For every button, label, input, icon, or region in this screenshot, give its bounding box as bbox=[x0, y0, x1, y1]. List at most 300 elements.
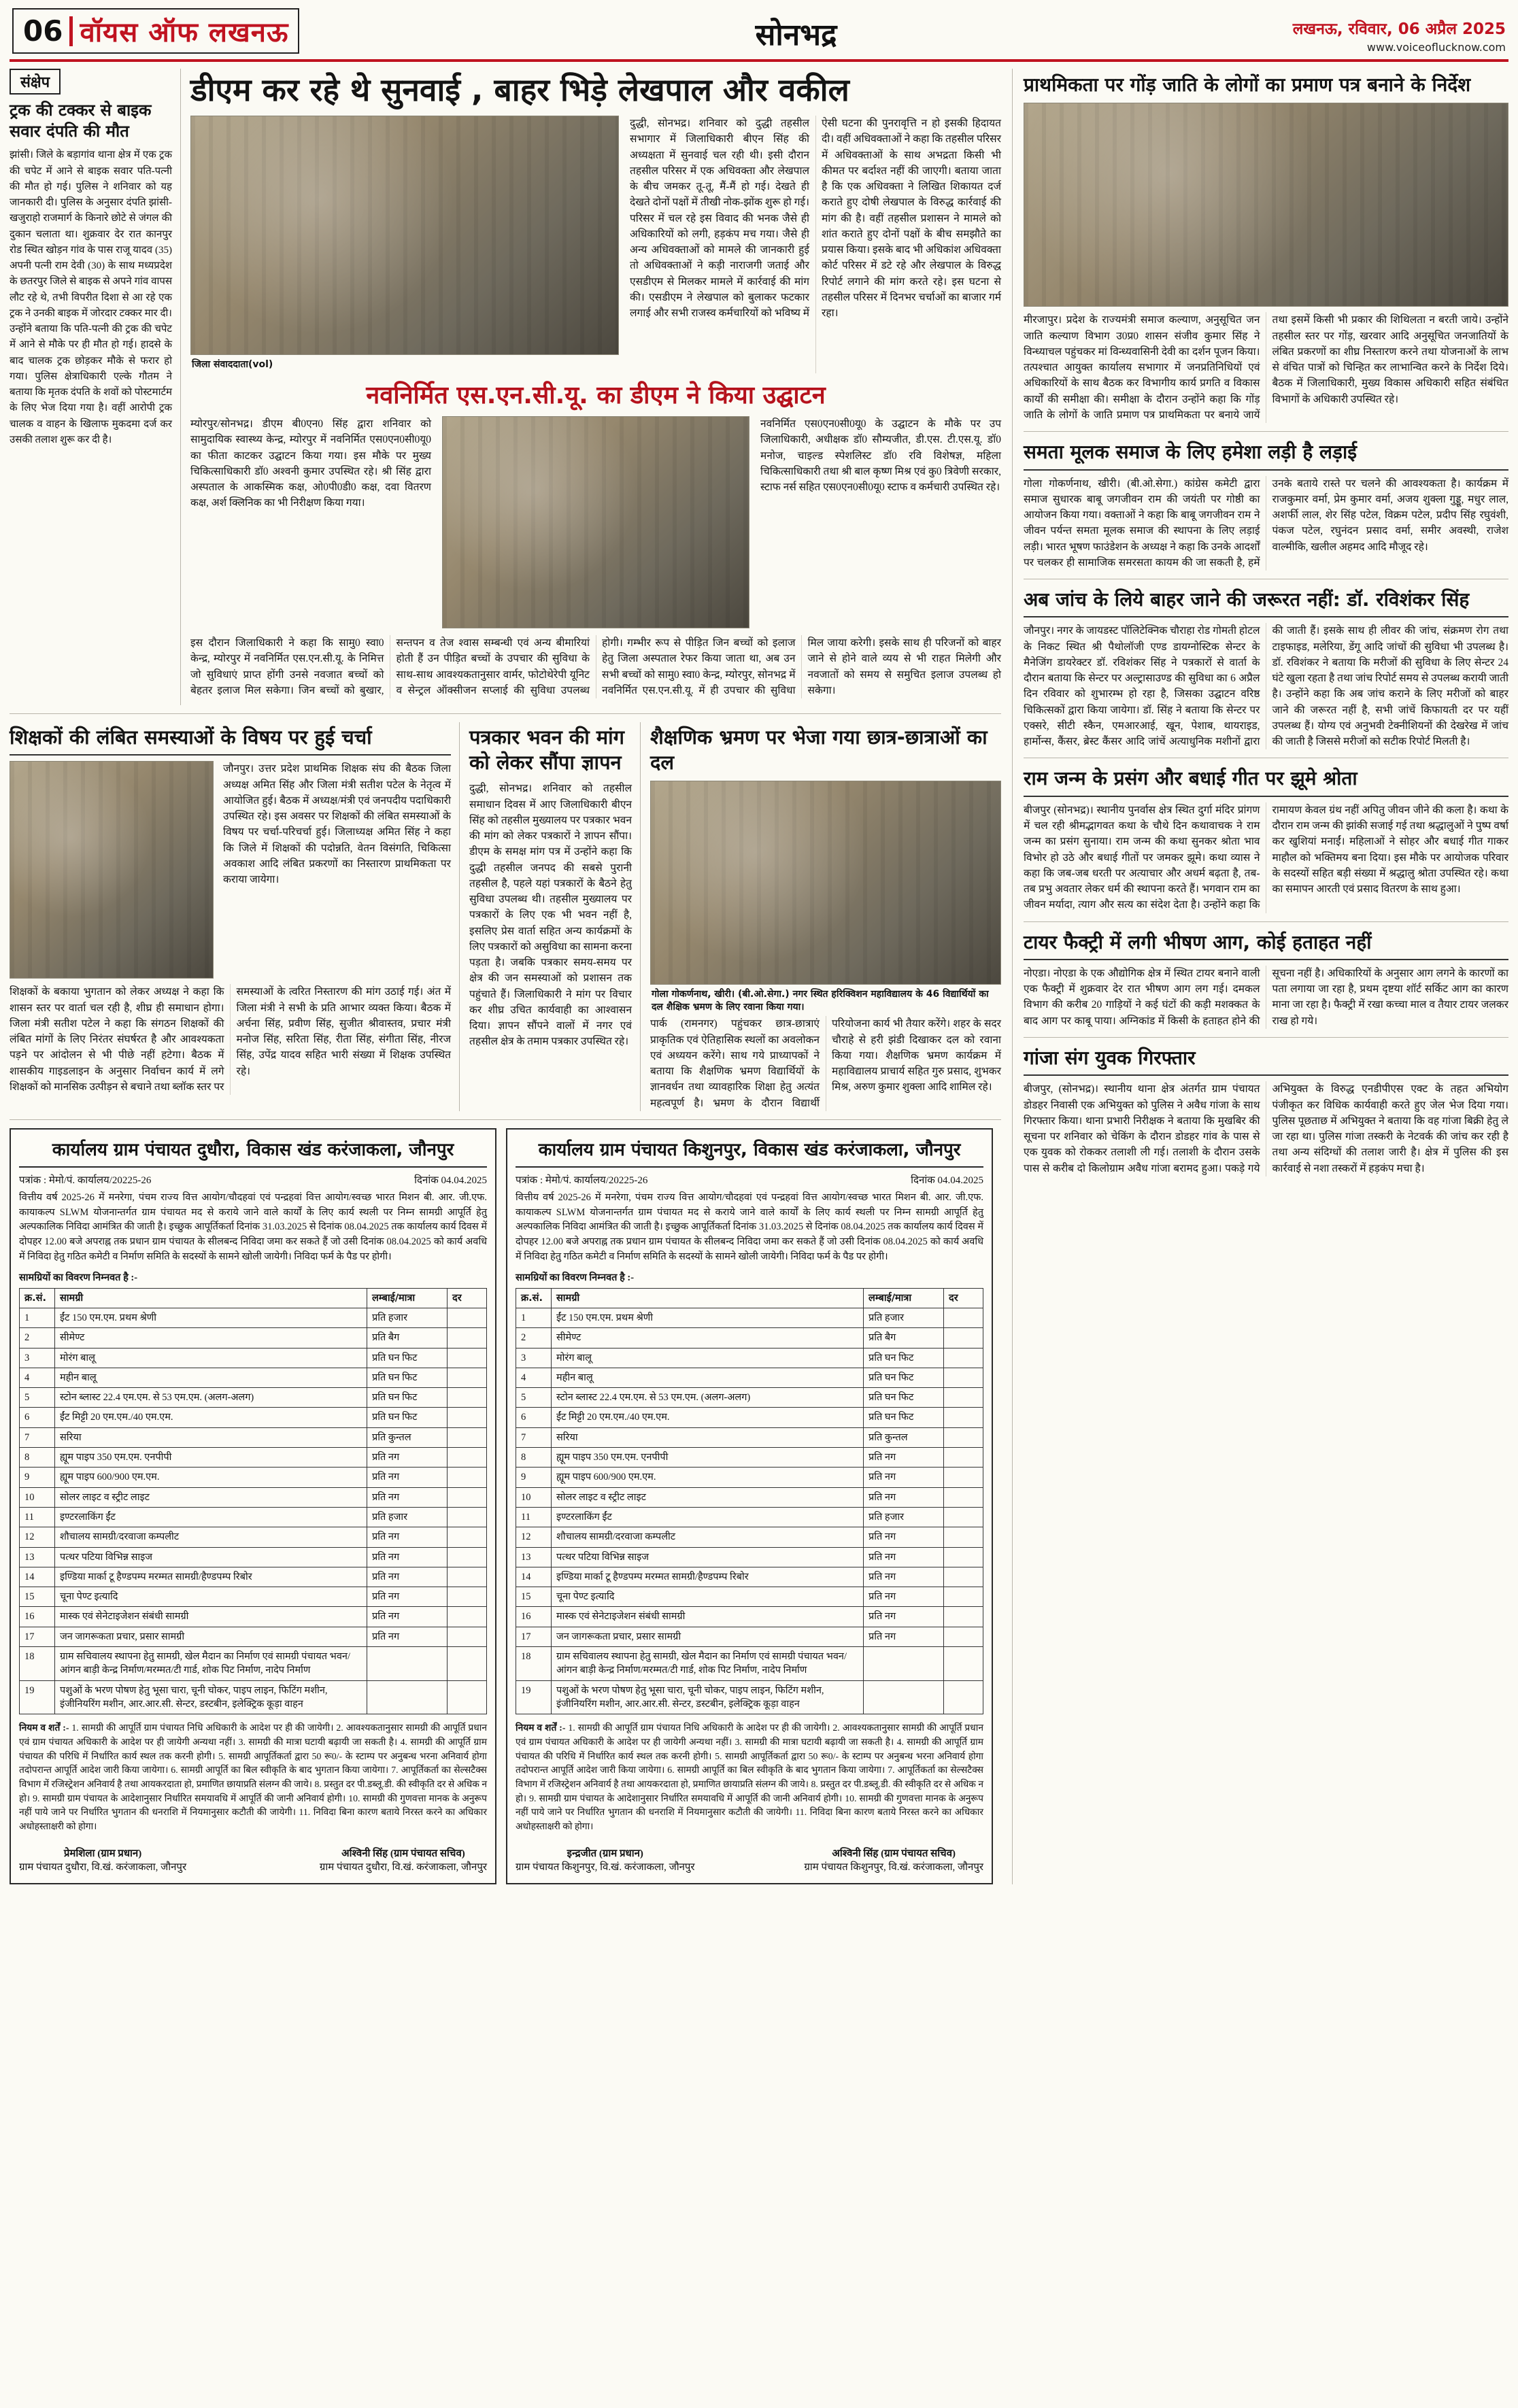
table-row bbox=[20, 1527, 487, 1547]
cell-sn: 17 bbox=[516, 1627, 552, 1646]
cell-rate bbox=[448, 1647, 487, 1681]
cell-qty: प्रति कुन्तल bbox=[367, 1427, 448, 1447]
teachers-layout bbox=[10, 761, 451, 979]
cell-material: महीन बालू bbox=[55, 1368, 367, 1387]
table-row bbox=[516, 1607, 983, 1627]
cell-sn: 10 bbox=[516, 1487, 552, 1507]
notice2-col-qty: लम्बाई/मात्रा bbox=[864, 1288, 944, 1308]
cell-material: महीन बालू bbox=[552, 1368, 864, 1387]
cell-material: सीमेण्ट bbox=[552, 1328, 864, 1348]
notice1-sig-right bbox=[320, 1846, 487, 1873]
cell-material: पशुओं के भरण पोषण हेतु भूसा चारा, चूनी चोकर, पाइप लाइन, फिटिंग मशीन, इंजीनियरिंग मशीन, आर.आर.सी. सेन्टर, डस्टबीन, इलेक्ट्रिक कूड़ा वाहन bbox=[55, 1680, 367, 1714]
cell-qty: प्रति नग bbox=[367, 1468, 448, 1487]
lead-layout bbox=[190, 116, 1001, 373]
cell-material: ग्राम सचिवालय स्थापना हेतु सामग्री, खेल मैदान का निर्माण एवं सामग्री पंचायत भवन/आंगन बाड़ी केन्द्र निर्माण/मरम्मत/टी गार्ड, शोक पिट निर्माण, नादेप निर्माण bbox=[55, 1647, 367, 1681]
table-row bbox=[20, 1468, 487, 1487]
notice2-signatures bbox=[516, 1846, 983, 1873]
trip-photo-caption: गोला गोकर्णनाथ, खीरी। (बी.ओ.सेगा.) नगर स्थित हरिक्विशन महाविद्यालय के 46 विद्यार्थियों का दल शैक्षिक भ्रमण के लिए रवाना किया गया। bbox=[652, 989, 989, 1013]
cell-sn: 17 bbox=[20, 1627, 55, 1646]
notice1-intro: वित्तीय वर्ष 2025-26 में मनरेगा, पंचम राज्य वित्त आयोग/चौदहवां एवं पन्द्रहवां वित्त आयोग/स्वच्छ भारत मिशन बी. आर. जी.एफ. कायाकल्प SLWM योजनान्तर्गत ग्राम पंचायत मद से कराये जाने वाले कार्यों के लिए कार्य स्थली पर निम्न सामग्री आपूर्ति हेतु अल्पकालिक निविदा आमंत्रित की जाती है। इच्छुक आपूर्तिकर्ता दिनांक 31.03.2025 से दिनांक 08.04.2025 तक कार्यालय कार्य दिवस में दोपहर 12.00 बजे अपराह्न तक प्रधान ग्राम पंचायत के सीलबन्द निविदा जमा कर सकते हैं जो उसी दिनांक 08.04.2025 को कार्य अवधि में निविदा हेतु गठित कमेटी व निर्माण समिति के सदस्यों के सामने खोली जायेगी। निविदा फर्म के पैड पर होगी। bbox=[19, 1191, 487, 1262]
notice2-pradhan-name: इन्द्रजीत (ग्राम प्रधान) bbox=[567, 1848, 643, 1859]
cell-material: जन जागरूकता प्रचार, प्रसार सामग्री bbox=[552, 1627, 864, 1646]
article-ganja bbox=[1024, 1046, 1508, 1185]
cell-rate bbox=[944, 1448, 983, 1468]
cell-sn: 2 bbox=[516, 1328, 552, 1348]
sncu-body-left: म्योरपुर/सोनभद्र। डीएम बी0एन0 सिंह द्वारा शनिवार को सामुदायिक स्वास्थ्य केन्द्र, म्योरपुर में नवनिर्मित एस0एन0सी0यू0 का फीता काटकर उद्घाटन किया गया। इस मौके पर मुख्य चिकित्साधिकारी डॉ0 अश्वनी कुमार उपस्थित रहे। श्री सिंह द्वारा अस्पताल के आकस्मिक कक्ष, ओ0पी0डी0 कक्ष, दवा वितरण कक्ष, अर्श क्लिनिक का भी निरीक्षण किया गया। bbox=[190, 418, 431, 509]
cell-sn: 12 bbox=[20, 1527, 55, 1547]
table-row bbox=[20, 1348, 487, 1368]
trip-figure bbox=[650, 781, 1001, 1016]
notice2-ref-line bbox=[516, 1173, 983, 1187]
cell-material: ईंट 150 एम.एम. प्रथम श्रेणी bbox=[552, 1308, 864, 1327]
notice1-col-material: सामग्री bbox=[55, 1288, 367, 1308]
page-body bbox=[10, 62, 1508, 1884]
students-group-photo bbox=[650, 781, 1001, 985]
cell-rate bbox=[448, 1388, 487, 1408]
tender-notice-dudhaura bbox=[10, 1128, 496, 1884]
right-rail bbox=[1012, 69, 1508, 1884]
cell-material: इण्टरलाकिंग ईंट bbox=[552, 1507, 864, 1527]
website-url: www.voiceoflucknow.com bbox=[1366, 41, 1506, 54]
sncu-layout bbox=[190, 416, 1001, 628]
cell-rate bbox=[448, 1308, 487, 1327]
notice2-date: दिनांक 04.04.2025 bbox=[911, 1174, 983, 1186]
cell-qty: प्रति नग bbox=[367, 1627, 448, 1646]
notice1-office-title: कार्यालय ग्राम पंचायत दुधौरा, विकास खंड करंजाकला, जौनपुर bbox=[19, 1136, 487, 1168]
cell-qty: प्रति नग bbox=[864, 1607, 944, 1627]
cell-sn: 7 bbox=[516, 1427, 552, 1447]
table-row bbox=[516, 1680, 983, 1714]
table-row bbox=[20, 1408, 487, 1427]
cell-material: सरिया bbox=[552, 1427, 864, 1447]
cell-material: पशुओं के भरण पोषण हेतु भूसा चारा, चूनी चोकर, पाइप लाइन, फिटिंग मशीन, इंजीनियरिंग मशीन, आर.आर.सी. सेन्टर, डस्टबीन, इलेक्ट्रिक कूड़ा वाहन bbox=[552, 1680, 864, 1714]
gond-body: मीरजापुर। प्रदेश के राज्यमंत्री समाज कल्याण, अनुसूचित जन जाति कल्याण विभाग उ0प्र0 शासन संजीव कुमार सिंह ने विन्ध्याचल पहुंचकर मां विन्ध्यवासिनी देवी का दर्शन पूजन किया। तत्पश्चात आयुक्त कार्यालय सभागार में जनप्रतिनिधियों एवं अधिकारियों के साथ बैठक कर विभागीय कार्य प्रगति व विकास कार्यों की समीक्षा की। समीक्षा के दौरान उन्होंने कहा कि गोंड़ जाति के लोगों के जाति प्रमाण पत्र प्राथमिकता पर बनाये जायें तथा इसमें किसी भी प्रकार की शिथिलता न बरती जाये। उन्होंने तहसील स्तर पर गोंड़, खरवार आदि अनुसूचित जनजातियों के लंबित प्रकरणों का शीघ्र निस्तारण करने तथा योजनाओं के लाभ से वंचित पात्रों को चिन्हित कर लाभान्वित करने के निर्देश दिये। बैठक में जिलाधिकारी, मुख्य विकास अधिकारी सहित संबंधित विभागों के अधिकारी उपस्थित रहे। bbox=[1024, 314, 1508, 421]
notice2-pradhan-org: ग्राम पंचायत किशुनपुर, वि.खं. करंजाकला, जौनपुर bbox=[516, 1861, 695, 1873]
table-row bbox=[516, 1448, 983, 1468]
cell-qty: प्रति नग bbox=[367, 1487, 448, 1507]
cell-qty: प्रति नग bbox=[864, 1547, 944, 1567]
cell-qty: प्रति कुन्तल bbox=[864, 1427, 944, 1447]
cell-material: शौचालय सामग्री/दरवाजा कम्पलीट bbox=[552, 1527, 864, 1547]
table-row bbox=[516, 1408, 983, 1427]
cell-rate bbox=[448, 1547, 487, 1567]
notice1-signatures bbox=[19, 1846, 487, 1873]
masthead-left bbox=[12, 8, 299, 54]
cell-sn: 9 bbox=[516, 1468, 552, 1487]
cell-material: ईंट मिट्टी 20 एम.एम./40 एम.एम. bbox=[552, 1408, 864, 1427]
cell-rate bbox=[944, 1607, 983, 1627]
samta-headline: समता मूलक समाज के लिए हमेशा लड़ी है लड़ाई bbox=[1024, 440, 1508, 470]
notice1-date: दिनांक 04.04.2025 bbox=[414, 1174, 487, 1186]
jaanch-headline: अब जांच के लिये बाहर जाने की जरूरत नहीं: डॉ. रविशंकर सिंह bbox=[1024, 588, 1508, 617]
notice2-lead-in: सामग्रियों का विवरण निम्नवत है :- bbox=[516, 1272, 635, 1283]
notice1-materials-table bbox=[19, 1288, 487, 1715]
cell-rate bbox=[944, 1647, 983, 1681]
table-row bbox=[20, 1388, 487, 1408]
masthead bbox=[10, 7, 1508, 62]
cell-sn: 8 bbox=[20, 1448, 55, 1468]
notice2-sachiv-org: ग्राम पंचायत किशुनपुर, वि.खं. करंजाकला, जौनपुर bbox=[804, 1861, 983, 1873]
table-row bbox=[516, 1308, 983, 1327]
cell-sn: 4 bbox=[20, 1368, 55, 1387]
notice1-pradhan-org: ग्राम पंचायत दुधौरा, वि.खं. करंजाकला, जौनपुर bbox=[19, 1861, 187, 1873]
cell-qty: प्रति नग bbox=[864, 1448, 944, 1468]
notice1-pradhan-name: प्रेमशिला (ग्राम प्रधान) bbox=[63, 1848, 142, 1859]
table-row bbox=[20, 1567, 487, 1587]
notice1-lead-in: सामग्रियों का विवरण निम्नवत है :- bbox=[19, 1272, 138, 1283]
article-tyre bbox=[1024, 930, 1508, 1038]
article-ramjanm bbox=[1024, 766, 1508, 921]
cell-qty: प्रति घन फिट bbox=[367, 1348, 448, 1368]
cell-qty: प्रति नग bbox=[864, 1627, 944, 1646]
cell-sn: 10 bbox=[20, 1487, 55, 1507]
cell-material: ह्यूम पाइप 350 एम.एम. एनपीपी bbox=[552, 1448, 864, 1468]
table-row bbox=[20, 1448, 487, 1468]
notice2-terms-text: 1. सामग्री की आपूर्ति ग्राम पंचायत निधि अधिकारी के आदेश पर ही की जायेगी। 2. आवश्यकतानुसार सामग्री की आपूर्ति प्रधान एवं ग्राम पंचायत अधिकारी के आदेश पर ही जायेगी अन्यथा नहीं। 3. सामग्री की मात्रा घटायी बढ़ायी जा सकती है। 4. सामग्री की आपूर्ति ग्राम पंचायत की परिधि में निर्धारित कार्य स्थल तक करनी होगी। 5. सामग्री आपूर्तिकर्ता द्वारा 50 रू0/- के स्टाम्प पर अनुबन्ध भरना अनिवार्य होगा तदोपरान्त आपूर्ति आदेश जारी किया जायेगा। 6. सामग्री आपूर्ति का बिल स्वीकृति के बाद भुगतान किया जायेगा। 7. आपूर्तिकर्ता का सेल्सटैक्स विभाग में रजिस्ट्रेशन अनिवार्य है तथा आयकरदाता हो, प्रमाणित छायाप्रति संलग्न की जाये। 8. प्रस्तुत दर पी.डब्लू.डी. की स्वीकृति दर से अधिक न हो। 9. सामग्री ग्राम पंचायत के आदेशानुसार निर्धारित समयावधि में आपूर्ति की जानी अनिवार्य होगी। 10. सामग्री की गुणवत्ता मानक के अनुरूप नहीं पाये जाने पर निर्धारित भुगतान की धनराशि में नियमानुसार कटौती की जायेगी। 11. निविदा बिना कारण बताये निरस्त करने का अधिकार अधोहस्ताक्षरी को होगा। bbox=[516, 1723, 983, 1831]
cell-qty: प्रति नग bbox=[367, 1607, 448, 1627]
cell-material: सरिया bbox=[55, 1427, 367, 1447]
sncu-body-right: नवनिर्मित एस0एन0सी0यू0 के उद्घाटन के मौके पर उप जिलाधिकारी, अधीक्षक डॉ0 सौम्यजीत, डी.एस. टी.एस.यू. डॉ0 मनोज, चाइल्ड स्पेशलिस्ट डॉ0 रवि विशेषज्ञ, महिला चिकित्साधिकारी तथा श्री बाल कृष्ण मिश्र एवं कु0 त्रिवेणी सरकार, स्टाफ नर्स सहित एस0एन0सी0यू0 स्टाफ व कर्मचारी उपस्थित रहे। bbox=[760, 418, 1001, 494]
cell-rate bbox=[944, 1348, 983, 1368]
cell-material: स्टोन ब्लास्ट 22.4 एम.एम. से 53 एम.एम. (अलग-अलग) bbox=[55, 1388, 367, 1408]
cell-rate bbox=[944, 1388, 983, 1408]
cell-sn: 3 bbox=[20, 1348, 55, 1368]
trip-body: पार्क (रामनगर) पहुंचकर छात्र-छात्राएं प्राकृतिक एवं ऐतिहासिक स्थलों का अवलोकन एवं अध्ययन करेंगे। साथ गये प्राध्यापकों ने बताया कि शैक्षणिक भ्रमण विद्यार्थियों के ज्ञानवर्धन तथा व्यावहारिक शिक्षा हेतु अत्यंत महत्वपूर्ण है। भ्रमण के दौरान विद्यार्थी परियोजना कार्य भी तैयार करेंगे। शहर के सदर चौराहे से हरी झंडी दिखाकर दल को रवाना किया गया। शैक्षणिक भ्रमण कार्यक्रम में महाविद्यालय प्राचार्य सहित गुरु प्रसाद, शुभकर मिश्र, अरुण कुमार शुक्ला आदि शामिल रहे। bbox=[650, 1018, 1001, 1109]
sncu-figure bbox=[442, 416, 749, 628]
cell-qty bbox=[864, 1647, 944, 1681]
cell-material: स्टोन ब्लास्ट 22.4 एम.एम. से 53 एम.एम. (अलग-अलग) bbox=[552, 1388, 864, 1408]
table-row bbox=[20, 1587, 487, 1607]
cell-qty: प्रति घन फिट bbox=[864, 1368, 944, 1387]
notice1-terms-text: 1. सामग्री की आपूर्ति ग्राम पंचायत निधि अधिकारी के आदेश पर ही की जायेगी। 2. आवश्यकतानुसार सामग्री की आपूर्ति प्रधान एवं ग्राम पंचायत अधिकारी के आदेश पर ही जायेगी अन्यथा नहीं। 3. सामग्री की मात्रा घटायी बढ़ायी जा सकती है। 4. सामग्री की आपूर्ति ग्राम पंचायत की परिधि में निर्धारित कार्य स्थल तक करनी होगी। 5. सामग्री आपूर्तिकर्ता द्वारा 50 रू0/- के स्टाम्प पर अनुबन्ध भरना अनिवार्य होगा तदोपरान्त आपूर्ति आदेश जारी किया जायेगा। 6. सामग्री आपूर्ति का बिल स्वीकृति के बाद भुगतान किया जायेगा। 7. आपूर्तिकर्ता का सेल्सटैक्स विभाग में रजिस्ट्रेशन अनिवार्य है तथा आयकरदाता हो, प्रमाणित छायाप्रति संलग्न की जाये। 8. प्रस्तुत दर पी.डब्लू.डी. की स्वीकृति दर से अधिक न हो। 9. सामग्री ग्राम पंचायत के आदेशानुसार निर्धारित समयावधि में आपूर्ति की जानी अनिवार्य होगी। 10. सामग्री की गुणवत्ता मानक के अनुरूप नहीं पाये जाने पर निर्धारित भुगतान की धनराशि में नियमानुसार कटौती की जायेगी। 11. निविदा बिना कारण बताये निरस्त करने का अधिकार अधोहस्ताक्षरी को होगा। bbox=[19, 1723, 487, 1831]
cell-sn: 6 bbox=[516, 1408, 552, 1427]
cell-rate bbox=[944, 1308, 983, 1327]
cell-material: ह्यूम पाइप 600/900 एम.एम. bbox=[552, 1468, 864, 1487]
cell-qty bbox=[864, 1680, 944, 1714]
cell-sn: 4 bbox=[516, 1368, 552, 1387]
cell-sn: 6 bbox=[20, 1408, 55, 1427]
cell-qty: प्रति हजार bbox=[367, 1507, 448, 1527]
cell-material: चूना पेण्ट इत्यादि bbox=[55, 1587, 367, 1607]
notice2-col-rate: दर bbox=[944, 1288, 983, 1308]
table-row bbox=[516, 1328, 983, 1348]
table-row bbox=[516, 1587, 983, 1607]
cell-rate bbox=[944, 1468, 983, 1487]
cell-material: शौचालय सामग्री/दरवाजा कम्पलीट bbox=[55, 1527, 367, 1547]
trip-headline: शैक्षणिक भ्रमण पर भेजा गया छात्र-छात्राओं का दल bbox=[650, 726, 988, 775]
lead-photo-caption: जिला संवाददाता(vol) bbox=[192, 359, 273, 371]
cell-sn: 5 bbox=[516, 1388, 552, 1408]
cell-rate bbox=[944, 1328, 983, 1348]
notice2-sig-right bbox=[804, 1846, 983, 1873]
cell-qty: प्रति घन फिट bbox=[367, 1408, 448, 1427]
notice2-col-material: सामग्री bbox=[552, 1288, 864, 1308]
cell-qty: प्रति बैग bbox=[864, 1328, 944, 1348]
sncu-body-bottom: इस दौरान जिलाधिकारी ने कहा कि सामु0 स्वा0 केन्द्र, म्योरपुर में नवनिर्मित एस.एन.सी.यू. के निमित्त जो सुविधाएं प्राप्त होंगी उनसे नवजात बच्चों को बेहतर इलाज मिल सकेगा। जिन बच्चों को बुखार, सन्तपन व तेज श्वास सम्बन्धी एवं अन्य बीमारियां होती हैं उन पीड़ित बच्चों के उपचार की सुविधा के साथ-साथ आवश्यकतानुसार वार्मर, फोटोथेरेपी यूनिट व सेन्ट्रल ऑक्सीजन सप्लाई की सुविधा उपलब्ध होगी। गम्भीर रूप से पीड़ित जिन बच्चों को इलाज हेतु जिला अस्पताल रेफर किया जाता था, अब उन सभी बच्चों को सामु0 स्वा0 केन्द्र, म्योरपुर, सोनभद्र में नवनिर्मित एस.एन.सी.यू. में ही उपचार की सुविधा मिल जाया करेगी। इसके साथ ही परिजनों को बाहर जाने से होने वाले व्यय से भी राहत मिलेगी और नवजातों को समय से समुचित इलाज उपलब्ध हो सकेगा। bbox=[190, 637, 1001, 696]
cell-sn: 19 bbox=[516, 1680, 552, 1714]
table-row bbox=[516, 1487, 983, 1507]
teachers-body-side: जौनपुर। उत्तर प्रदेश प्राथमिक शिक्षक संघ की बैठक जिला अध्यक्ष अमित सिंह और जिला मंत्री सतीश पटेल के नेतृत्व में आयोजित हुई। बैठक में अध्यक्ष/मंत्री एवं जनपदीय पदाधिकारी उपस्थित रहे। इस अवसर पर शिक्षकों की लंबित समस्याओं के विषय पर चर्चा-परिचर्चा हुई। जिलाध्यक्ष अमित सिंह ने कहा कि जिले में शिक्षकों की पदोन्नति, वेतन विसंगति, चिकित्सा अवकाश आदि लंबित प्रकरणों का निस्तारण प्राथमिकता पर कराया जायेगा। bbox=[223, 763, 451, 886]
cell-rate bbox=[944, 1368, 983, 1387]
cell-qty: प्रति घन फिट bbox=[864, 1388, 944, 1408]
notice2-col-sn: क्र.सं. bbox=[516, 1288, 552, 1308]
cell-material: मोरंग बालू bbox=[55, 1348, 367, 1368]
gond-figure bbox=[1024, 103, 1508, 307]
cell-material: ह्यूम पाइप 600/900 एम.एम. bbox=[55, 1468, 367, 1487]
article-trip bbox=[650, 722, 1001, 1111]
gond-headline: प्राथमिकता पर गोंड़ जाति के लोगों का प्रमाण पत्र बनाने के निर्देश bbox=[1024, 73, 1471, 96]
cell-qty: प्रति घन फिट bbox=[367, 1368, 448, 1387]
cell-rate bbox=[448, 1567, 487, 1587]
cell-qty bbox=[367, 1647, 448, 1681]
cell-rate bbox=[448, 1587, 487, 1607]
table-row bbox=[20, 1427, 487, 1447]
cell-qty: प्रति नग bbox=[367, 1527, 448, 1547]
article-samta bbox=[1024, 440, 1508, 579]
brief-column bbox=[10, 69, 181, 705]
sncu-headline: नवनिर्मित एस.एन.सी.यू. का डीएम ने किया उद्घाटन bbox=[366, 381, 826, 410]
main-column bbox=[10, 69, 1001, 1884]
cell-material: ईंट 150 एम.एम. प्रथम श्रेणी bbox=[55, 1308, 367, 1327]
ganja-body: बीजपुर, (सोनभद्र)। स्थानीय थाना क्षेत्र अंतर्गत ग्राम पंचायत डोडहर निवासी एक अभियुक्त को पुलिस ने अवैध गांजा के साथ गिरफ्तार किया। थाना प्रभारी निरीक्षक ने बताया कि मुखबिर की सूचना पर शनिवार को चेकिंग के दौरान डोडहर गांव के पास से एक युवक को रोककर तलाशी ली गई। तलाशी के दौरान उसके पास से करीब दो किलोग्राम अवैध गांजा बरामद हुआ। पकड़े गये अभियुक्त के विरुद्ध एनडीपीएस एक्ट के तहत अभियोग पंजीकृत कर विधिक कार्यवाही करते हुए जेल भेज दिया गया। पुलिस पूछताछ में अभियुक्त ने बताया कि वह गांजा बिक्री हेतु ले जा रहा था। पुलिस गांजा तस्करी के नेटवर्क की जांच कर रही है तथा अन्य संदिग्धों की तलाश जारी है। क्षेत्र में पुलिस की इस कार्रवाई से नशा तस्करों में हड़कंप मचा है। bbox=[1024, 1083, 1508, 1174]
cell-sn: 1 bbox=[20, 1308, 55, 1327]
notice2-sig-left bbox=[516, 1846, 695, 1873]
lead-figure bbox=[190, 116, 619, 373]
page-number: 06 bbox=[23, 14, 63, 48]
brief-headline: ट्रक की टक्कर से बाइक सवार दंपति की मौत bbox=[10, 101, 152, 141]
cell-qty: प्रति नग bbox=[367, 1547, 448, 1567]
table-row bbox=[20, 1627, 487, 1646]
notice2-terms-label: नियम व शर्तें :- bbox=[516, 1723, 566, 1733]
hearing-photo bbox=[190, 116, 619, 355]
ribbon-cutting-photo bbox=[442, 416, 749, 628]
cell-sn: 5 bbox=[20, 1388, 55, 1408]
cell-qty: प्रति घन फिट bbox=[367, 1388, 448, 1408]
table-row bbox=[20, 1607, 487, 1627]
cell-rate bbox=[944, 1408, 983, 1427]
cell-rate bbox=[448, 1607, 487, 1627]
notice1-sachiv-org: ग्राम पंचायत दुधौरा, वि.खं. करंजाकला, जौनपुर bbox=[319, 1861, 487, 1873]
cell-material: पत्थर पटिया विभिन्न साइज bbox=[55, 1547, 367, 1567]
notices-band bbox=[10, 1120, 1001, 1884]
cell-sn: 1 bbox=[516, 1308, 552, 1327]
cell-qty: प्रति हजार bbox=[864, 1507, 944, 1527]
cell-sn: 7 bbox=[20, 1427, 55, 1447]
cell-rate bbox=[448, 1507, 487, 1527]
cell-qty: प्रति नग bbox=[367, 1567, 448, 1587]
cell-qty: प्रति नग bbox=[864, 1487, 944, 1507]
notice2-office-title: कार्यालय ग्राम पंचायत किशुनपुर, विकास खंड करंजाकला, जौनपुर bbox=[516, 1136, 983, 1168]
cell-qty: प्रति बैग bbox=[367, 1328, 448, 1348]
notice2-terms bbox=[516, 1721, 983, 1834]
cell-sn: 11 bbox=[516, 1507, 552, 1527]
cell-rate bbox=[944, 1507, 983, 1527]
cell-rate bbox=[448, 1427, 487, 1447]
cell-sn: 14 bbox=[516, 1567, 552, 1587]
cell-rate bbox=[944, 1487, 983, 1507]
cell-sn: 16 bbox=[516, 1607, 552, 1627]
teachers-meeting-photo bbox=[10, 761, 214, 979]
cell-rate bbox=[448, 1680, 487, 1714]
notice1-col-qty: लम्बाई/मात्रा bbox=[367, 1288, 448, 1308]
cell-sn: 3 bbox=[516, 1348, 552, 1368]
notice1-col-rate: दर bbox=[448, 1288, 487, 1308]
cell-qty: प्रति नग bbox=[864, 1567, 944, 1587]
top-band bbox=[10, 69, 1001, 714]
notice1-patrank: पत्रांक : मेमो/पं. कार्यालय/20225-26 bbox=[19, 1174, 152, 1186]
tender-notice-kishunpur bbox=[506, 1128, 993, 1884]
table-row bbox=[516, 1507, 983, 1527]
cell-sn: 11 bbox=[20, 1507, 55, 1527]
cell-qty: प्रति नग bbox=[367, 1448, 448, 1468]
cell-material: ग्राम सचिवालय स्थापना हेतु सामग्री, खेल मैदान का निर्माण एवं सामग्री पंचायत भवन/आंगन बाड़ी केन्द्र निर्माण/मरम्मत/टी गार्ड, शोक पिट निर्माण, नादेप निर्माण bbox=[552, 1647, 864, 1681]
ganja-headline: गांजा संग युवक गिरफ्तार bbox=[1024, 1046, 1508, 1076]
minister-meeting-photo bbox=[1024, 103, 1508, 307]
cell-qty: प्रति नग bbox=[864, 1527, 944, 1547]
table-row bbox=[20, 1647, 487, 1681]
teachers-headline: शिक्षकों की लंबित समस्याओं के विषय पर हुई चर्चा bbox=[10, 725, 451, 756]
table-row bbox=[516, 1348, 983, 1368]
tyre-headline: टायर फैक्ट्री में लगी भीषण आग, कोई हताहत नहीं bbox=[1024, 930, 1508, 960]
dateline: लखनऊ, रविवार, 06 अप्रैल 2025 bbox=[1292, 20, 1506, 38]
table-row bbox=[20, 1328, 487, 1348]
cell-material: मास्क एवं सेनेटाइजेशन संबंधी सामग्री bbox=[55, 1607, 367, 1627]
cell-material: मास्क एवं सेनेटाइजेशन संबंधी सामग्री bbox=[552, 1607, 864, 1627]
cell-sn: 8 bbox=[516, 1448, 552, 1468]
table-row bbox=[20, 1547, 487, 1567]
table-row bbox=[20, 1368, 487, 1387]
cell-sn: 14 bbox=[20, 1567, 55, 1587]
notice2-intro: वित्तीय वर्ष 2025-26 में मनरेगा, पंचम राज्य वित्त आयोग/चौदहवां एवं पन्द्रहवां वित्त आयोग/स्वच्छ भारत मिशन बी. आर. जी.एफ. कायाकल्प SLWM योजनान्तर्गत ग्राम पंचायत मद से कराये जाने वाले कार्यों के लिए कार्य स्थली पर निम्न सामग्री आपूर्ति हेतु अल्पकालिक निविदा आमंत्रित की जाती है। इच्छुक आपूर्तिकर्ता दिनांक 31.03.2025 से दिनांक 08.04.2025 तक कार्यालय कार्य दिवस में दोपहर 12.00 बजे अपराह्न तक प्रधान ग्राम पंचायत के सीलबन्द निविदा जमा कर सकते हैं जो उसी दिनांक 08.04.2025 को कार्य अवधि में निविदा हेतु गठित कमेटी व निर्माण समिति के सदस्यों के सामने खोली जायेगी। निविदा फर्म के पैड पर होगी। bbox=[516, 1191, 983, 1262]
cell-material: जन जागरूकता प्रचार, प्रसार सामग्री bbox=[55, 1627, 367, 1646]
cell-sn: 2 bbox=[20, 1328, 55, 1348]
masthead-divider bbox=[69, 16, 73, 46]
cell-material: ह्यूम पाइप 350 एम.एम. एनपीपी bbox=[55, 1448, 367, 1468]
cell-rate bbox=[944, 1587, 983, 1607]
paper-name: वॉयस ऑफ लखनऊ bbox=[80, 17, 289, 48]
article-patrakar bbox=[469, 722, 641, 1111]
lead-headline: डीएम कर रहे थे सुनवाई , बाहर भिड़े लेखपाल और वकील bbox=[190, 71, 849, 108]
cell-rate bbox=[944, 1427, 983, 1447]
brief-section-label: संक्षेप bbox=[10, 69, 61, 95]
article-jaanch bbox=[1024, 588, 1508, 758]
cell-rate bbox=[944, 1527, 983, 1547]
teachers-figure bbox=[10, 761, 214, 979]
table-row bbox=[516, 1427, 983, 1447]
cell-material: सोलर लाइट व स्ट्रीट लाइट bbox=[55, 1487, 367, 1507]
table-row bbox=[516, 1388, 983, 1408]
cell-sn: 15 bbox=[20, 1587, 55, 1607]
article-teachers bbox=[10, 722, 460, 1111]
cell-rate bbox=[448, 1527, 487, 1547]
cell-qty: प्रति घन फिट bbox=[864, 1348, 944, 1368]
cell-qty: प्रति नग bbox=[367, 1587, 448, 1607]
cell-sn: 12 bbox=[516, 1527, 552, 1547]
cell-material: मोरंग बालू bbox=[552, 1348, 864, 1368]
cell-rate bbox=[448, 1627, 487, 1646]
cell-rate bbox=[944, 1680, 983, 1714]
cell-rate bbox=[448, 1328, 487, 1348]
cell-material: ईंट मिट्टी 20 एम.एम./40 एम.एम. bbox=[55, 1408, 367, 1427]
table-row bbox=[516, 1647, 983, 1681]
notice2-patrank: पत्रांक : मेमो/पं. कार्यालय/20225-26 bbox=[516, 1174, 648, 1186]
table-row bbox=[20, 1507, 487, 1527]
edition-name: सोनभद्र bbox=[755, 18, 837, 52]
cell-material: इण्डिया मार्का टू हैण्डपम्प मरम्मत सामग्री/हैण्डपम्प रिबोर bbox=[552, 1567, 864, 1587]
table-row bbox=[516, 1547, 983, 1567]
cell-rate bbox=[448, 1448, 487, 1468]
cell-qty bbox=[367, 1680, 448, 1714]
ramjanm-body: बीजपुर (सोनभद्र)। स्थानीय पुनर्वास क्षेत्र स्थित दुर्गा मंदिर प्रांगण में चल रही श्रीमद्भागवत कथा के चौथे दिन कथावाचक ने राम जन्म का प्रसंग सुनाया। राम जन्म की कथा सुनकर श्रोता भाव विभोर हो उठे और बधाई गीतों पर जमकर झूमे। कथा व्यास ने कहा कि जब-जब धरती पर अत्याचार और अधर्म बढ़ता है, तब-तब प्रभु अवतार लेकर धर्म की स्थापना करते हैं। भगवान राम का जीवन मर्यादा, त्याग और सत्य का संदेश देता है। उन्होंने कहा कि रामायण केवल ग्रंथ नहीं अपितु जीवन जीने की कला है। कथा के दौरान राम जन्म की झांकी सजाई गई तथा श्रद्धालुओं ने पुष्प वर्षा कर खुशियां मनाईं। महिलाओं ने सोहर और बधाई गीत गाकर माहौल को भक्तिमय बना दिया। इस मौके पर आयोजक परिवार के सदस्यों सहित बड़ी संख्या में श्रद्धालु श्रोता उपस्थित रहे। कथा का समापन आरती एवं प्रसाद वितरण के साथ हुआ। bbox=[1024, 804, 1508, 911]
tyre-body: नोएडा। नोएडा के एक औद्योगिक क्षेत्र में स्थित टायर बनाने वाली एक फैक्ट्री में शुक्रवार देर रात भीषण आग लग गई। दमकल विभाग की करीब 20 गाड़ियों ने कई घंटों की कड़ी मशक्कत के बाद आग पर काबू पाया। अग्निकांड में किसी के हताहत होने की सूचना नहीं है। अधिकारियों के अनुसार आग लगने के कारणों का पता लगाया जा रहा है, प्रथम दृष्टया शॉर्ट सर्किट आग का कारण माना जा रहा है। फैक्ट्री में रखा कच्चा माल व तैयार टायर जलकर राख हो गये। bbox=[1024, 967, 1508, 1027]
table-row bbox=[516, 1627, 983, 1646]
notice2-sachiv-name: अश्विनी सिंह (ग्राम पंचायत सचिव) bbox=[832, 1848, 956, 1859]
notice2-table-body bbox=[516, 1308, 983, 1714]
cell-qty: प्रति हजार bbox=[367, 1308, 448, 1327]
article-gond bbox=[1024, 73, 1508, 432]
samta-body: गोला गोकर्णनाथ, खीरी। (बी.ओ.सेगा.) कांग्रेस कमेटी द्वारा समाज सुधारक बाबू जगजीवन राम की जयंती पर गोष्ठी का आयोजन किया गया। वक्ताओं ने कहा कि बाबू जगजीवन राम ने जीवन पर्यन्त समता मूलक समाज की स्थापना के लिए लड़ाई लड़ी। भारत भूषण फाउंडेशन के अध्यक्ष ने कहा कि उनके आदर्शों पर चलकर ही सामाजिक समरसता कायम की जा सकती है, हमें उनके बताये रास्ते पर चलने की आवश्यकता है। कार्यक्रम में राजकुमार वर्मा, प्रेम कुमार वर्मा, अजय शुक्ला गुड्डू, मधुर लाल, अशर्फी लाल, शेर सिंह पटेल, विक्रम पटेल, प्रदीप सिंह रघुवंशी, पंकज पटेल, रघुनंदन प्रसाद वर्मा, समीर अवस्थी, राजेश वाल्मीकि, खलील अहमद आदि मौजूद रहे। bbox=[1024, 477, 1508, 569]
table-row bbox=[20, 1487, 487, 1507]
cell-material: सीमेण्ट bbox=[55, 1328, 367, 1348]
cell-rate bbox=[944, 1567, 983, 1587]
cell-rate bbox=[944, 1627, 983, 1646]
cell-sn: 16 bbox=[20, 1607, 55, 1627]
article-sncu bbox=[190, 380, 1001, 698]
cell-material: पत्थर पटिया विभिन्न साइज bbox=[552, 1547, 864, 1567]
table-row bbox=[516, 1527, 983, 1547]
cell-rate bbox=[448, 1408, 487, 1427]
cell-material: इण्टरलाकिंग ईंट bbox=[55, 1507, 367, 1527]
cell-sn: 18 bbox=[516, 1647, 552, 1681]
middle-band bbox=[10, 714, 1001, 1120]
notice1-terms bbox=[19, 1721, 487, 1834]
notice1-col-sn: क्र.सं. bbox=[20, 1288, 55, 1308]
notice1-sig-left bbox=[19, 1846, 186, 1873]
cell-sn: 13 bbox=[516, 1547, 552, 1567]
cell-sn: 15 bbox=[516, 1587, 552, 1607]
brief-body: झांसी। जिले के बड़ागांव थाना क्षेत्र में एक ट्रक की चपेट में आने से बाइक सवार पति-पत्नी की मौत हो गई। पुलिस ने शनिवार को यह जानकारी दी। पुलिस के अनुसार दंपति झांसी-खजुराहो राजमार्ग के किनारे छोटे से जंगल की दुकान चलाता था। शुक्रवार देर रात कानपुर रोड स्थित खोड़न गांव के पास राजू यादव (35) अपनी पत्नी राम देवी (30) के साथ मध्यप्रदेश के छतरपुर जिले से बाइक से अपने गांव वापस लौट रहे थे, तभी विपरीत दिशा से आ रहे एक ट्रक ने उनकी बाइक में जोरदार टक्कर मार दी। उन्होंने बताया कि पति-पत्नी की ट्रक की चपेट में आने से मौके पर ही मौत हो गई। हादसे के बाद चालक ट्रक छोड़कर मौके से फरार हो गया। पुलिस क्षेत्राधिकारी एल्के गौतम ने बताया कि मृतक दंपति के शवों को पोस्टमार्टम के लिए भेज दिया गया है। वहीं आरोपी ट्रक चालक व वाहन के खिलाफ मुकदमा दर्ज कर उसकी तलाश शुरू कर दी है। bbox=[10, 150, 172, 445]
cell-rate bbox=[944, 1547, 983, 1567]
cell-material: सोलर लाइट व स्ट्रीट लाइट bbox=[552, 1487, 864, 1507]
cell-qty: प्रति नग bbox=[864, 1468, 944, 1487]
article-lead bbox=[190, 71, 1001, 373]
table-row bbox=[20, 1308, 487, 1327]
table-row bbox=[516, 1567, 983, 1587]
table-row bbox=[20, 1680, 487, 1714]
cell-sn: 19 bbox=[20, 1680, 55, 1714]
cell-rate bbox=[448, 1348, 487, 1368]
cell-rate bbox=[448, 1468, 487, 1487]
cell-material: इण्डिया मार्का टू हैण्डपम्प मरम्मत सामग्री/हैण्डपम्प रिबोर bbox=[55, 1567, 367, 1587]
notice1-terms-label: नियम व शर्तें :- bbox=[19, 1723, 69, 1733]
notice1-sachiv-name: अश्विनी सिंह (ग्राम पंचायत सचिव) bbox=[341, 1848, 465, 1859]
table-row bbox=[516, 1368, 983, 1387]
masthead-right bbox=[1293, 17, 1506, 54]
cell-qty: प्रति नग bbox=[864, 1587, 944, 1607]
patrakar-body: दुद्धी, सोनभद्र। शनिवार को तहसील समाधान दिवस में आए जिलाधिकारी बीएन सिंह को तहसील मुख्यालय पर पत्रकार भवन की मांग को लेकर पत्रकारों ने ज्ञापन सौंपा। डीएम के समक्ष मांग पत्र में उन्होंने कहा कि दुद्धी तहसील जनपद की सबसे पुरानी तहसील है, पहले यहां पत्रकारों के बैठने हेतु सुविधा उपलब्ध थी। तहसील मुख्यालय पर पत्रकारों के लिए एक भी भवन नहीं है, इसलिए प्रेस वार्ता सहित अन्य कार्यक्रमों के लिए पत्रकारों को असुविधा का सामना करना पड़ता है। जबकि पत्रकार समय-समय पर क्षेत्र की जन समस्याओं को प्रशासन तक पहुंचाते हैं। जिलाधिकारी ने मांग पर विचार कर शीघ्र उचित कार्यवाही का आश्वासन दिया। ज्ञापन सौंपने वालों में नगर एवं तहसील क्षेत्र के तमाम पत्रकार उपस्थित रहे। bbox=[469, 783, 632, 1048]
cell-rate bbox=[448, 1487, 487, 1507]
cell-material: चूना पेण्ट इत्यादि bbox=[552, 1587, 864, 1607]
lead-body: दुद्धी, सोनभद्र। शनिवार को दुद्धी तहसील सभागार में जिलाधिकारी बीएन सिंह की अध्यक्षता में सुनवाई चल रही थी। इसी दौरान तहसील परिसर में एक अधिवक्ता और लेखपाल के बीच जमकर तू-तू, मैं-मैं हो गई। देखते ही देखते दोनों पक्षों में तीखी नोक-झोंक शुरू हो गई। परिसर में चल रहे इस विवाद की भनक जैसे ही अधिकारियों को लगी, हड़कंप मच गया। जैसे ही अन्य अधिवक्ताओं को मामले की जानकारी हुई तो अधिवक्ताओं ने कड़ी नाराजगी जताई और एसडीएम से मिलकर मामले में कार्रवाई की मांग की। एसडीएम ने लेखपाल को बुलाकर फटकार लगाई और सभी राजस्व कर्मचारियों को भविष्य में ऐसी घटना की पुनरावृत्ति न हो इसकी हिदायत दी। वहीं अधिवक्ताओं ने कहा कि तहसील परिसर में अधिवक्ताओं के साथ अभद्रता किसी भी कीमत पर बर्दाश्त नहीं की जाएगी। बताया जाता है कि एक अधिवक्ता ने लिखित शिकायत दर्ज कराते हुए दोषी लेखपाल के विरुद्ध कार्रवाई की मांग की है। वहीं तहसील प्रशासन ने मामले को शांत कराते हुए दोनों पक्षों के बीच समझौते का प्रयास किया। इसके बाद भी अधिकांश अधिवक्ता कोर्ट परिसर में डटे रहे और लेखपाल के विरुद्ध रिपोर्ट लगाने की मांग करते रहे। इस घटना से तहसील परिसर में दिनभर चर्चाओं का बाजार गर्म रहा। bbox=[630, 118, 1001, 320]
cell-qty: प्रति घन फिट bbox=[864, 1408, 944, 1427]
cell-sn: 18 bbox=[20, 1647, 55, 1681]
cell-sn: 13 bbox=[20, 1547, 55, 1567]
cell-qty: प्रति हजार bbox=[864, 1308, 944, 1327]
cell-rate bbox=[448, 1368, 487, 1387]
table-row bbox=[516, 1468, 983, 1487]
center-column bbox=[190, 69, 1001, 705]
jaanch-body: जौनपुर। नगर के जायडस्ट पॉलिटेक्निक चौराहा रोड गोमती होटल के निकट स्थित श्री पैथोलॉजी एण्ड डायग्नोस्टिक सेन्टर के मैनेजिंग डायरेक्टर डॉ. रविशंकर सिंह ने पत्रकारों से वार्ता के दौरान बताया कि सेन्टर पर अल्ट्रासाउण्ड की सुविधा का 6 अप्रैल दिन रविवार को शुभारम्भ हो रहा है, जिसका उद्घाटन वरिष्ठ चिकित्सकों द्वारा किया जायेगा। डॉ. सिंह ने बताया कि सेन्टर पर एक्सरे, सीटी स्कैन, एमआरआई, खून, पेशाब, थायराइड, हार्मोन्स, कैंसर, ब्रेस्ट कैंसर आदि जांचें अत्याधुनिक मशीनों द्वारा की जाती हैं। इसके साथ ही लीवर की जांच, संक्रमण रोग तथा टाइफाइड, मलेरिया, डेंगू आदि जांचों की सुविधा भी उपलब्ध है। डॉ. रविशंकर ने बताया कि मरीजों की सुविधा के लिए सेन्टर 24 घंटे खुला रहता है तथा जांच रिपोर्ट समय से उपलब्ध करायी जाती है। उन्होंने कहा कि अब जांच कराने के लिए मरीजों को बाहर जाने की जरूरत नहीं है, सभी जांचें किफायती दर पर यहीं उपलब्ध हैं। योग्य एवं अनुभवी टेक्नीशियनों की देखरेख में जांच की जाती है जिससे मरीजों को सटीक रिपोर्ट मिलती है। bbox=[1024, 625, 1508, 748]
